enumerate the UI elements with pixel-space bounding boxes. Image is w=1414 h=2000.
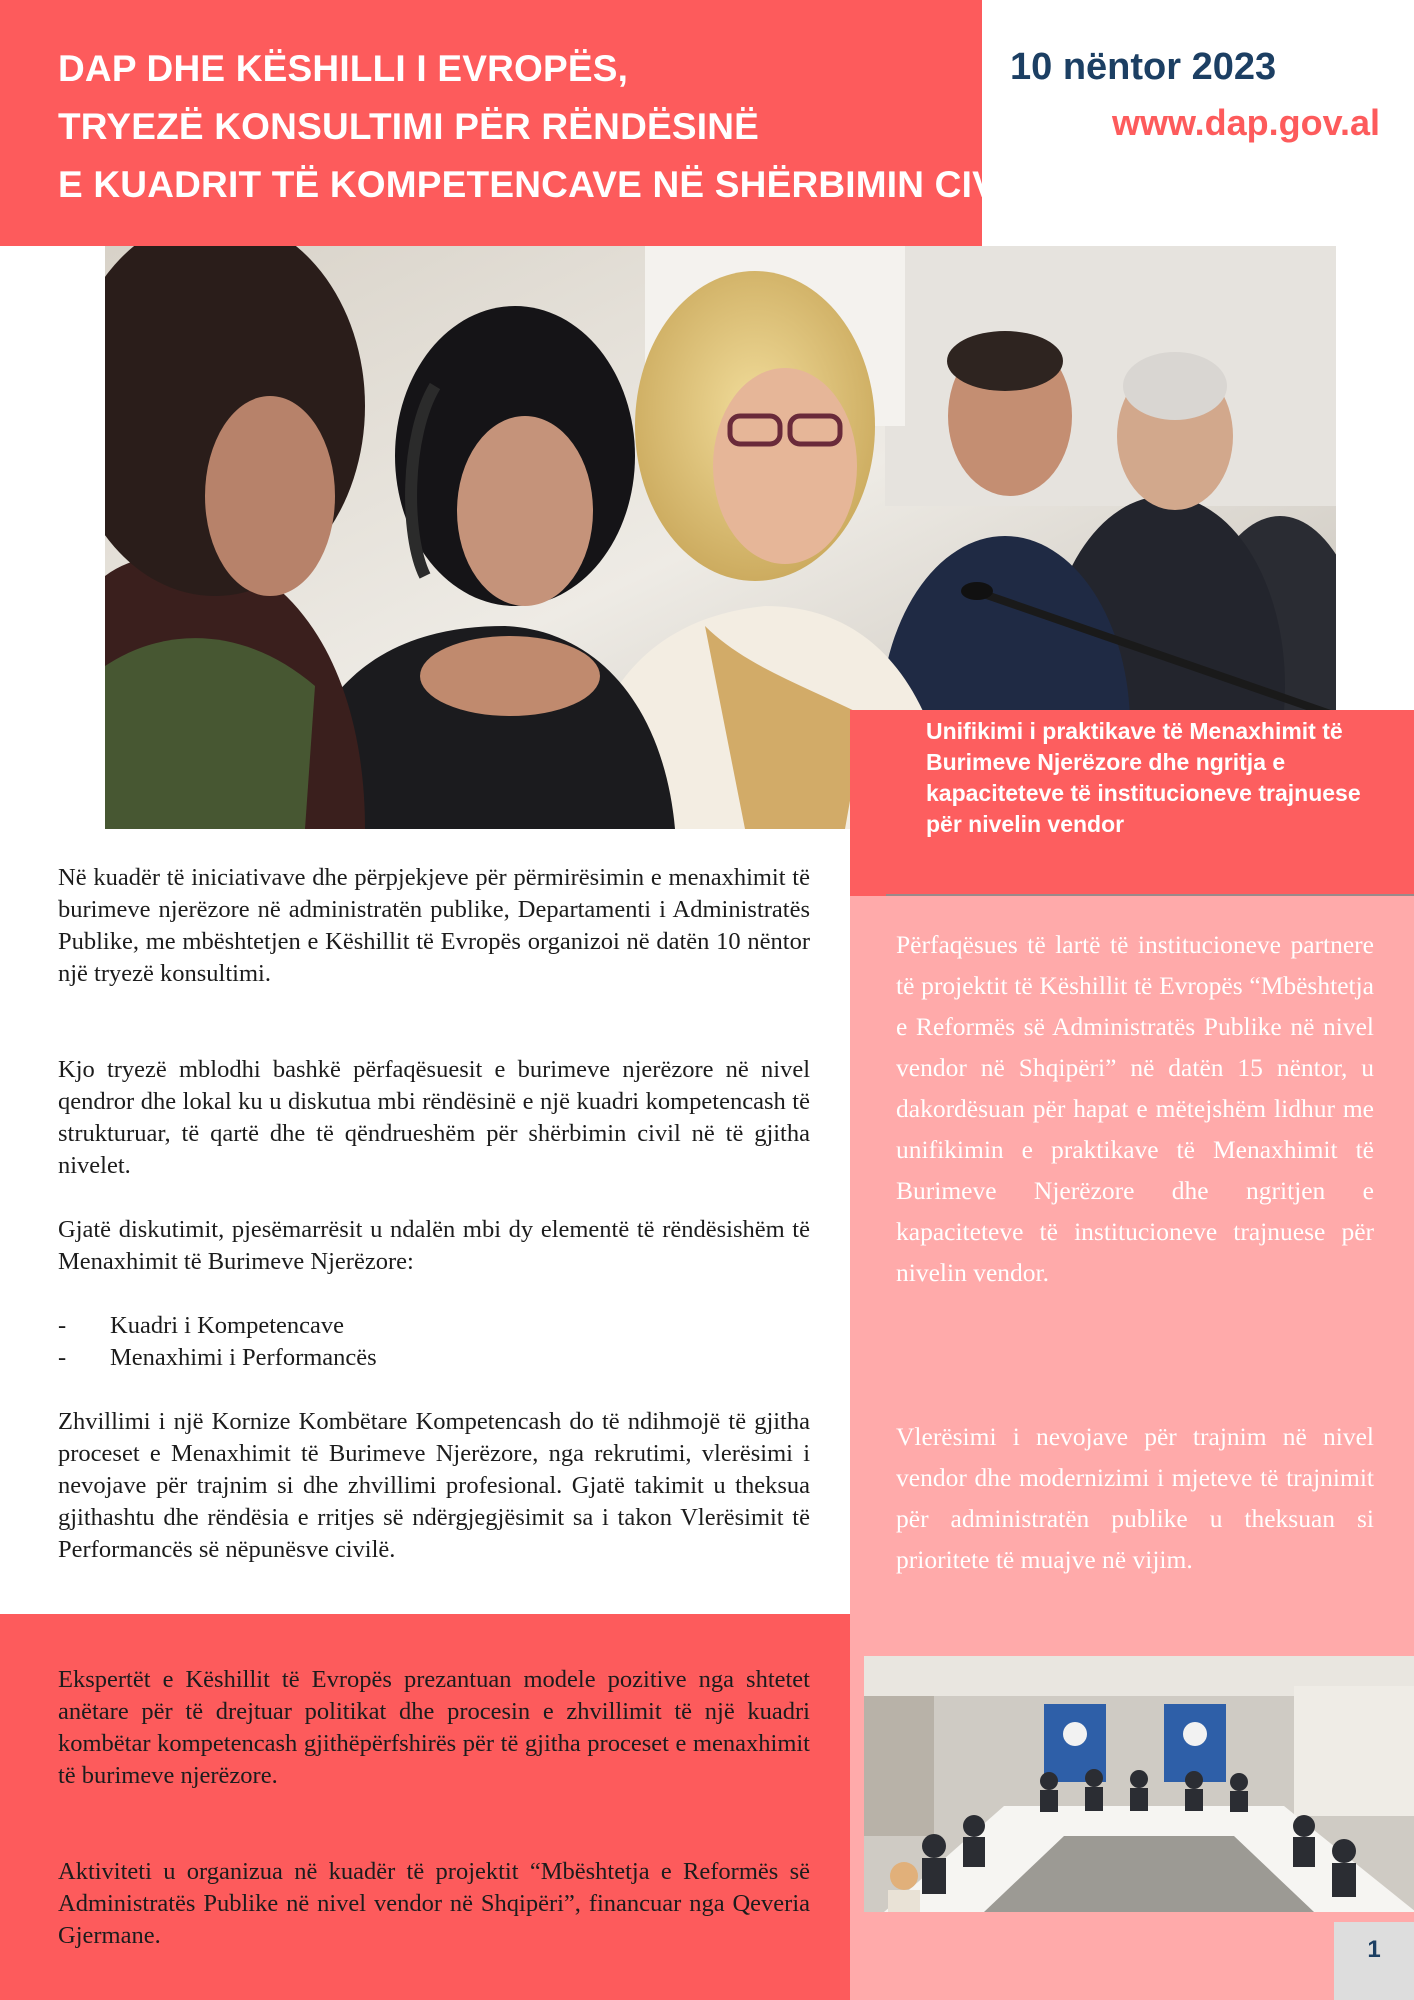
caption-divider <box>886 894 1414 896</box>
website-link[interactable]: www.dap.gov.al <box>1111 102 1380 143</box>
left-paragraph-1: Në kuadër të iniciativave dhe përpjekjeve për përmirësimin e menaxhimit të burimeve njerëzore në administratën publike, Departamenti i Administratës Publike, me mbështetjen e Këshillit të Evropës organizoi në datën 10 nëntor një tryezë konsultimi. <box>58 864 810 987</box>
list-item-text: Kuadri i Kompetencave <box>110 1312 345 1339</box>
left-paragraph-3: Gjatë diskutimit, pjesëmarrësit u ndalën mbi dy elementë të rëndësishëm të Menaxhimit të Burimeve Njerëzore: <box>58 1216 810 1275</box>
title-line-1: DAP DHE KËSHILLI I EVROPËS, <box>58 48 629 89</box>
meeting-photo <box>864 1656 1414 1912</box>
right-paragraph-2: Vlerësimi i nevojave për trajnim në nivel vendor dhe modernizimi i mjeteve të trajnimit për administratën publike u theksuan si prioritete të muajve në vijim. <box>896 1422 1374 1574</box>
elements-list <box>58 1310 758 1374</box>
photo-caption: Unifikimi i praktikave të Menaxhimit të Burimeve Njerëzore dhe ngritja e kapaciteteve të institucioneve trajnuese për nivelin vendor <box>926 718 1361 837</box>
left-paragraph-2: Kjo tryezë mblodhi bashkë përfaqësuesit e burimeve njerëzore në nivel qendror dhe lokal ku u diskutua mbi rëndësinë e një kuadri kompetencash të strukturuar, të qartë dhe të qëndrueshëm për shërbimin civil në të gjitha nivelet. <box>58 1056 810 1179</box>
list-item-text: Menaxhimi i Performancës <box>110 1344 377 1371</box>
left-paragraph-4: Zhvillimi i një Kornize Kombëtare Kompetencash do të ndihmojë të gjitha proceset e Menaxhimit të Burimeve Njerëzore, nga rekrutimi, vlerësimi i nevojave për trajnim si dhe zhvillimi profesional. Gjatë takimit u theksua gjithashtu dhe rëndësia e rritjes së ndërgjegjësimit sa i takon Vlerësimit të Performancës së nëpunësve civilë. <box>58 1408 810 1563</box>
bottom-paragraph-1: Ekspertët e Këshillit të Evropës prezantuan modele pozitive nga shtetet anëtare për të drejtuar politikat dhe procesin e zhvillimit të një kuadri kombëtar kompetencash gjithëpërfshirës për të gjitha proceset e menaxhimit të burimeve njerëzore. <box>58 1666 810 1789</box>
bottom-paragraph-2: Aktiviteti u organizua në kuadër të projektit “Mbështetja e Reformës së Administratës Publike në nivel vendor në Shqipëri”, financuar nga Qeveria Gjermane. <box>58 1858 810 1949</box>
title-line-3: E KUADRIT TË KOMPETENCAVE NË SHËRBIMIN CIVIL <box>58 164 1031 205</box>
bullet-mark: - <box>58 1312 67 1339</box>
list-item <box>58 1310 758 1342</box>
meeting-photo-illustration <box>864 1656 1414 1912</box>
right-paragraph-1: Përfaqësues të lartë të institucioneve partnere të projektit të Këshillit të Evropës “Mbështetja e Reformës së Administratës Publike në nivel vendor në Shqipëri” në datën 15 nëntor, u dakordësuan për hapat e mëtejshëm lidhur me unifikimin e praktikave të Menaxhimit të Burimeve Njerëzore dhe ngritjen e kapaciteteve të institucioneve trajnuese për nivelin vendor. <box>896 930 1374 1287</box>
publication-date: 10 nëntor 2023 <box>1010 46 1277 88</box>
title-line-2: TRYEZË KONSULTIMI PËR RËNDËSINË <box>58 106 760 147</box>
bullet-mark: - <box>58 1344 67 1371</box>
page-title <box>58 40 1031 214</box>
page-number: 1 <box>1367 1936 1381 1963</box>
list-item <box>58 1342 758 1374</box>
